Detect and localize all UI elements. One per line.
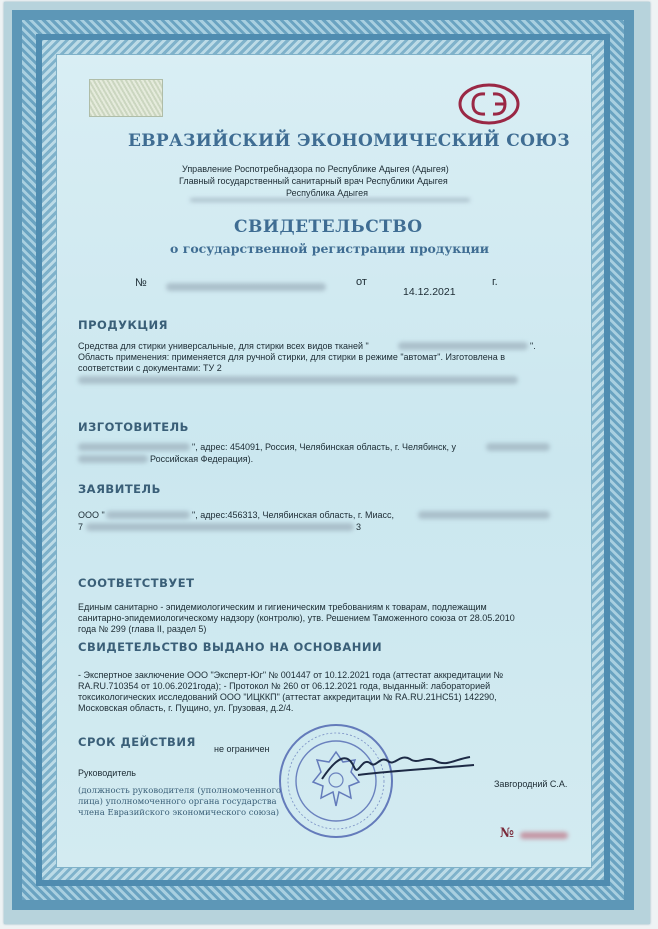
product-docs-blurred (78, 376, 518, 384)
certificate-date: 14.12.2021 (403, 286, 456, 298)
product-line-1: Средства для стирки универсальные, для стирки всех видов тканей " (78, 341, 369, 351)
applicant-name-blurred (106, 511, 190, 519)
compliance-line-2: санитарно-эпидемиологическому надзору (контролю), утв. Решением Таможенного союза от 28.05.2010 (78, 613, 515, 623)
basis-line-2: RA.RU.710354 от 10.06.2021года); - Протокол № 260 от 06.12.2021 года, выданный: лабораторией (78, 681, 491, 691)
product-heading: ПРОДУКЦИЯ (78, 318, 168, 332)
serial-number-label: № (500, 826, 515, 841)
se-logo-icon (458, 83, 520, 125)
compliance-heading: СООТВЕТСТВУЕТ (78, 576, 195, 590)
basis-line-1: - Экспертное заключение ООО "Эксперт-Юг" № 001447 от 10.12.2021 года (аттестат аккредитации № (78, 670, 504, 680)
registration-number-blurred (166, 283, 326, 291)
union-title: ЕВРАЗИЙСКИЙ ЭКОНОМИЧЕСКИЙ СОЮЗ (128, 131, 570, 151)
signature (318, 745, 478, 795)
compliance-line-1: Единым санитарно - эпидемиологическим и гигиеническим требованиям к товарам, подлежащим (78, 602, 487, 612)
head-label: Руководитель (78, 768, 136, 778)
authority-line-1: Управление Роспотребнадзора по Республике Адыгея (Адыгея) (182, 164, 449, 174)
signer-name: Завгородний С.А. (494, 779, 568, 789)
basis-line-4: Московская область, г. Пущино, ул. Грузовая, д.2/4. (78, 703, 294, 713)
certificate-title: СВИДЕТЕЛЬСТВО (234, 217, 423, 237)
from-label: от (356, 276, 367, 288)
basis-heading: СВИДЕТЕЛЬСТВО ВЫДАНО НА ОСНОВАНИИ (78, 640, 383, 654)
product-line-2: Область применения: применяется для ручной стирки, для стирки в режиме "автомат". Изготовлена в (78, 352, 506, 362)
authority-line-3: Республика Адыгея (286, 188, 368, 198)
applicant-details-blurred (86, 523, 354, 531)
year-suffix: г. (492, 276, 498, 288)
serial-number-blurred (520, 832, 568, 839)
position-line-2: лица) уполномоченного органа государства (78, 797, 277, 807)
certificate-subtitle: о государственной регистрации продукции (170, 241, 490, 256)
authority-caption-blurred (190, 198, 470, 202)
compliance-line-3: года № 299 (глава II, раздел 5) (78, 624, 207, 634)
applicant-street-blurred (418, 511, 550, 519)
applicant-line-1: ", адрес:456313, Челябинская область, г. Миасс, (192, 510, 395, 520)
product-name-blurred (398, 342, 528, 350)
manufacturer-heading: ИЗГОТОВИТЕЛЬ (78, 420, 189, 434)
applicant-line-2-end: 3 (356, 522, 362, 532)
basis-line-3: токсикологических исследований ООО "ИЦККП" (аттестат аккредитации № RA.RU.21НС51) 142290, (78, 692, 497, 702)
manufacturer-street-blurred (486, 443, 550, 451)
applicant-prefix: ООО " (78, 510, 105, 520)
manufacturer-line-2: Российская Федерация). (150, 454, 254, 464)
authority-line-2: Главный государственный санитарный врач Республики Адыгея (179, 176, 448, 186)
applicant-line-2-start: 7 (78, 522, 84, 532)
manufacturer-line-1: ", адрес: 454091, Россия, Челябинская область, г. Челябинск, у (192, 442, 456, 452)
position-line-1: (должность руководителя (уполномоченного (78, 786, 282, 796)
product-line-3: соответствии с документами: ТУ 2 (78, 363, 222, 373)
manufacturer-name-blurred (78, 443, 190, 451)
manufacturer-building-blurred (78, 455, 148, 463)
hologram-sticker (89, 79, 163, 117)
number-label: № (135, 277, 147, 289)
validity-heading: СРОК ДЕЙСТВИЯ (78, 735, 196, 749)
applicant-heading: ЗАЯВИТЕЛЬ (78, 482, 161, 496)
position-line-3: члена Евразийского экономического союза) (78, 808, 280, 818)
product-line-1-end: ". (530, 341, 536, 351)
validity-value: не ограничен (214, 744, 270, 754)
